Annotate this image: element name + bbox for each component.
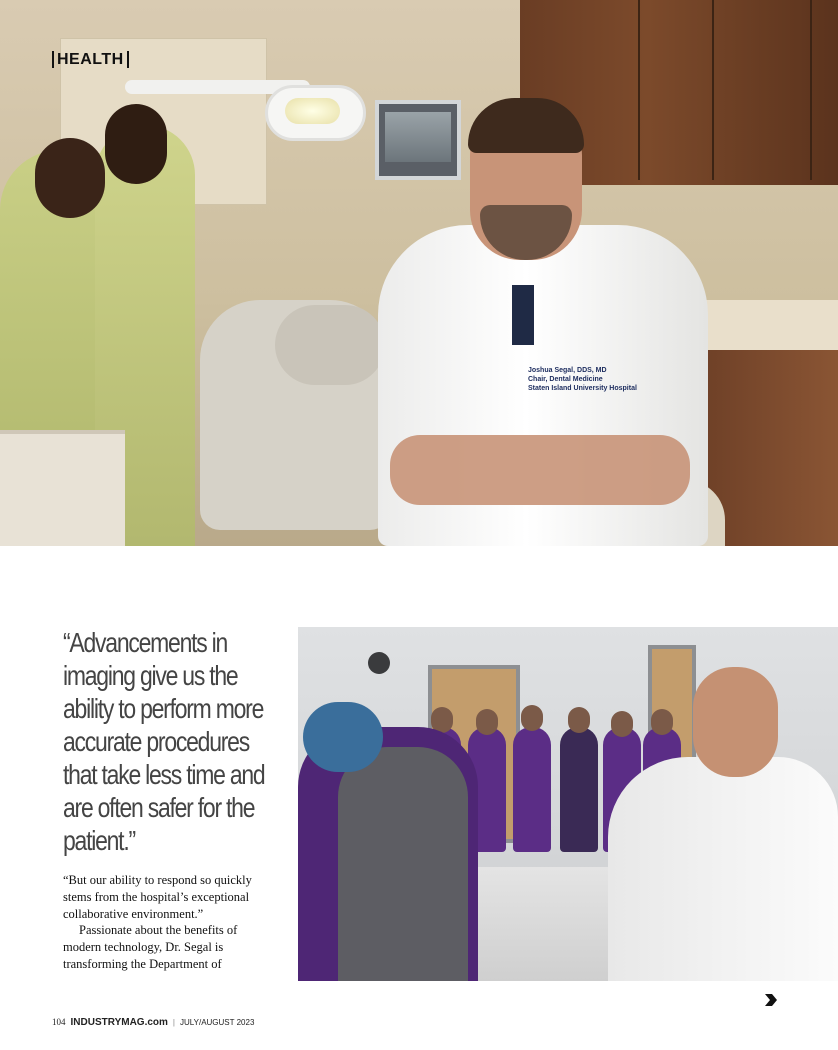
footer-separator: | xyxy=(172,1018,175,1027)
chevron-right-icon xyxy=(764,993,778,1007)
section-label: HEALTH xyxy=(52,51,129,68)
staff-member xyxy=(560,727,598,852)
doctor-white-coat xyxy=(608,757,838,981)
doctor-arms xyxy=(390,435,690,505)
page-number: 104 xyxy=(52,1017,66,1027)
issue-date: JULY/AUGUST 2023 xyxy=(180,1018,255,1027)
body-paragraph: “But our ability to respond so quickly stems from the hospital’s exceptional collaborative environment.” xyxy=(63,873,252,921)
staff-member xyxy=(513,727,551,852)
doctor-face xyxy=(693,667,778,777)
page-footer xyxy=(52,1017,254,1028)
publication-brand: INDUSTRYMAG.com xyxy=(70,1017,168,1028)
staff-member-foreground xyxy=(338,747,468,981)
coat-embroidery: Joshua Segal, DDS, MD Chair, Dental Medicine Staten Island University Hospital xyxy=(528,367,637,392)
body-paragraph: Passionate about the benefits of modern technology, Dr. Segal is transforming the Department of xyxy=(63,923,238,971)
instrument-tray xyxy=(0,430,125,546)
xray-monitor xyxy=(375,100,461,180)
staff-meeting-photo xyxy=(298,627,838,981)
pull-quote: “Advancements in imaging give us the ability to perform more accurate procedures that take less time and are often safer for the patient.” xyxy=(63,627,265,856)
doctor-tie xyxy=(512,285,534,345)
body-text xyxy=(63,872,253,973)
wall-clock xyxy=(368,652,390,674)
